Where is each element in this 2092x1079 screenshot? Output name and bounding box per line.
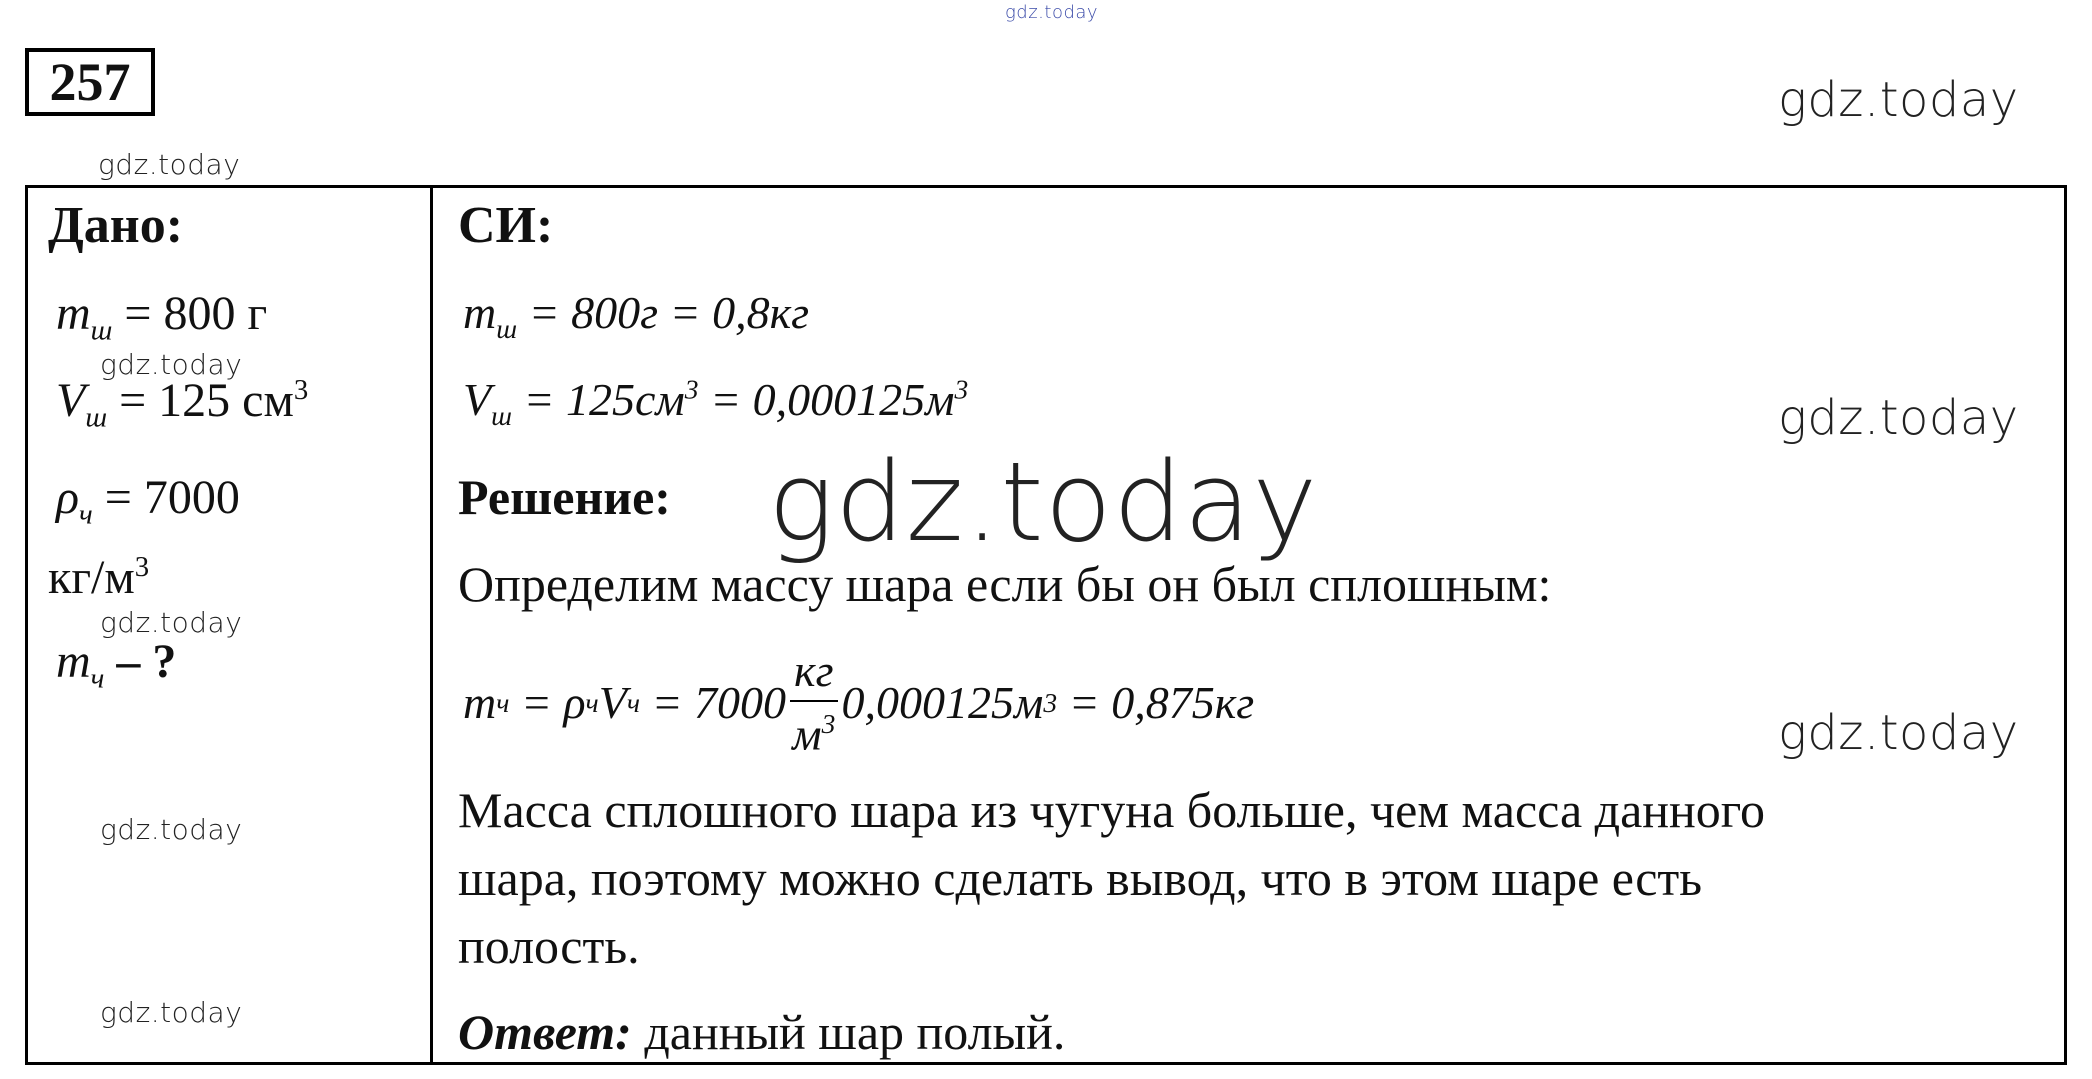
watermark-left-4: gdz.today [100, 813, 243, 846]
given-mass-ball: $m_ш = 800$ г [56, 287, 268, 347]
watermark-left-2: gdz.today [100, 348, 243, 381]
unit-fraction: $\frac{кг}{м^3}$ [790, 648, 837, 757]
si-header: СИ: [458, 197, 554, 254]
watermark-left-3: gdz.today [100, 606, 243, 639]
solution-header: Решение: [458, 469, 671, 525]
watermark-center-large: gdz.today [768, 438, 1319, 566]
watermark-top: gdz.today [1005, 2, 1099, 23]
conclusion-line-1: Масса сплошного шара из чугуна больше, чем масса данного [458, 782, 1766, 838]
given-volume-ball: $V_ш = 125$ $см^3$ [56, 374, 309, 434]
watermark-right-2: gdz.today [1778, 390, 2019, 446]
watermark-left-1: gdz.today [98, 148, 241, 181]
given-find: $m_ч$ – ? [56, 635, 177, 695]
solution-intro: Определим массу шара если бы он был сплошным: [458, 556, 1552, 612]
si-mass: $m_ш = 800г = 0,8кг$ [463, 287, 810, 345]
problem-number: 257 [25, 48, 155, 116]
answer: Ответ: данный шар полый. [458, 1004, 1066, 1060]
si-volume: $V_ш = 125см^3 = 0,000125м^3$ [463, 373, 969, 432]
solution-formula: m ч = ρ ч V ч = 7000 $\frac{кг}{м^3}$ 0,000125м 3 = 0,875кг [463, 645, 1255, 760]
conclusion-line-2: шара, поэтому можно сделать вывод, что в этом шаре есть [458, 850, 1703, 906]
solution-table [25, 185, 2067, 1065]
given-density-unit: $кг/м^3$ [48, 551, 150, 604]
watermark-right-1: gdz.today [1778, 72, 2019, 128]
given-density: $\rho_ч = 7000$ [56, 471, 240, 531]
given-header: Дано: [48, 197, 184, 254]
watermark-left-5: gdz.today [100, 996, 243, 1029]
conclusion-line-3: полость. [458, 918, 640, 974]
watermark-right-3: gdz.today [1778, 705, 2019, 761]
column-divider [430, 188, 433, 1062]
